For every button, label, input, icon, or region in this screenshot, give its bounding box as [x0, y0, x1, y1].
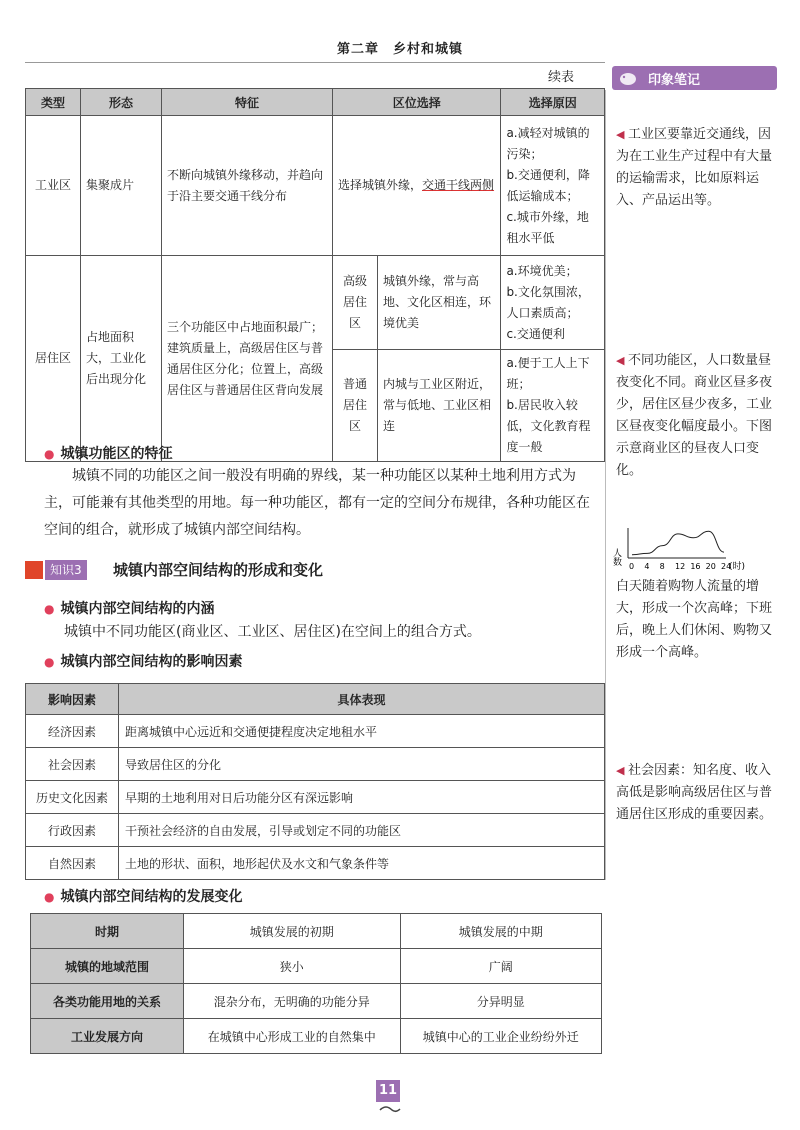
col-header-location: 区位选择 [333, 89, 501, 116]
x-tick-label: 0 [629, 562, 635, 571]
section2-body: 城镇中不同功能区(商业区、工业区、居住区)在空间上的组合方式。 [64, 624, 481, 640]
factors-table [25, 683, 605, 880]
industrial-location-a: 选择城镇外缘， [338, 178, 423, 192]
table-row [31, 949, 602, 984]
industrial-feature: 不断向城镇外缘移动，并趋向于沿主要交通干线分布 [162, 116, 333, 256]
col-header-type: 类型 [26, 89, 81, 116]
table-row [31, 1019, 602, 1054]
book-icon [25, 561, 43, 579]
high-residential-reasons [501, 256, 605, 350]
section3-title: 城镇内部空间结构的影响因素 [60, 654, 243, 670]
triangle-icon: ◀ [616, 354, 628, 367]
col-header-period: 时期 [31, 914, 184, 949]
factor-cell: 历史文化因素 [26, 781, 119, 814]
knowledge-label: 知识3 [45, 560, 87, 580]
normal-reason-b: b.居民收入较低，文化教育程度一般 [506, 398, 591, 454]
industrial-type: 工业区 [26, 116, 81, 256]
table-row [26, 715, 605, 748]
x-tick-label: 12 [675, 562, 686, 571]
industrial-reason-c: c.城市外缘，地租水平低 [506, 209, 589, 245]
factor-cell: 社会因素 [26, 748, 119, 781]
x-tick-label: 24 [721, 562, 732, 571]
section-heading-factors [44, 651, 242, 671]
row-label: 工业发展方向 [31, 1019, 184, 1054]
sidebar-note-4-text: 社会因素：知名度、收入高低是影响高级居住区与普通居住区形成的重要因素。 [616, 763, 773, 822]
mid-cell: 广阔 [400, 949, 601, 984]
sidebar-note-2 [616, 350, 776, 482]
mid-cell: 城镇中心的工业企业纷纷外迁 [400, 1019, 601, 1054]
col-header-mid: 城镇发展的中期 [400, 914, 601, 949]
factor-cell: 行政因素 [26, 814, 119, 847]
industrial-reason-a: a.减轻对城镇的污染； [506, 125, 590, 161]
table-row [26, 847, 605, 880]
sidebar-note-1-text: 工业区要靠近交通线，因为在工业生产过程中有大量的运输需求，比如原料运入、产品运出等。 [616, 127, 773, 208]
x-tick-label: 4 [644, 562, 650, 571]
section2-title: 城镇内部空间结构的内涵 [60, 601, 215, 617]
knowledge-heading [25, 559, 360, 581]
detail-cell: 距离城镇中心远近和交通便捷程度决定地租水平 [119, 715, 605, 748]
mid-cell: 分异明显 [400, 984, 601, 1019]
residential-feature: 三个功能区中占地面积最广；建筑质量上，高级居住区与普通居住区分化；位置上，高级居住区与普通居住区背向发展 [162, 256, 333, 462]
bullet-icon: ● [44, 447, 55, 461]
early-cell: 混杂分布，无明确的功能分异 [184, 984, 401, 1019]
factor-cell: 自然因素 [26, 847, 119, 880]
elephant-icon [618, 68, 638, 88]
development-table [30, 913, 602, 1054]
sidebar-note-1 [616, 124, 776, 212]
section-heading-features [44, 443, 172, 463]
factor-cell: 经济因素 [26, 715, 119, 748]
section1-body: 城镇不同的功能区之间一般没有明确的界线，某一种功能区以某种土地利用方式为主，可能兼有其他类型的用地。每一种功能区，都有一定的空间分布规律，各种功能区在空间的组合，就形成了城镇内部空间结构。 [44, 468, 590, 538]
section-heading-meaning [44, 598, 214, 618]
function-zone-table [25, 88, 605, 462]
high-residential-label: 高级居住区 [333, 256, 378, 350]
high-reason-b: b.文化氛围浓，人口素质高； [506, 284, 590, 320]
industrial-form: 集聚成片 [81, 116, 162, 256]
high-residential-location: 城镇外缘，常与高地、文化区相连，环境优美 [378, 256, 501, 350]
residential-type: 居住区 [26, 256, 81, 462]
header-divider [25, 62, 605, 63]
section4-title: 城镇内部空间结构的发展变化 [60, 889, 243, 905]
bullet-icon: ● [44, 655, 55, 669]
table-row [26, 748, 605, 781]
industrial-reason-b: b.交通便利，降低运输成本； [506, 167, 590, 203]
x-tick-label: 8 [659, 562, 665, 571]
sidebar-note-2-text: 不同功能区，人口数量昼夜变化不同。商业区昼多夜少，居住区昼少夜多，工业区昼夜变化幅度最小。下图示意商业区的昼夜人口变化。 [616, 353, 773, 478]
continued-label: 续表 [548, 70, 575, 85]
population-chart [611, 524, 774, 574]
page-decoration-icon [370, 1102, 410, 1116]
detail-cell: 早期的土地利用对日后功能分区有深远影响 [119, 781, 605, 814]
section-heading-changes [44, 886, 242, 906]
normal-residential-label: 普通居住区 [333, 350, 378, 462]
sidebar-divider [605, 90, 606, 880]
normal-reason-a: a.便于工人上下班； [506, 356, 590, 391]
notes-badge-label: 印象笔记 [648, 73, 701, 88]
bullet-icon: ● [44, 602, 55, 616]
x-tick-label: 16 [690, 562, 701, 571]
knowledge-title: 城镇内部空间结构的形成和变化 [113, 561, 324, 579]
bullet-icon: ● [44, 890, 55, 904]
industrial-location-b: 交通干线两侧 [422, 178, 495, 192]
industrial-location [333, 116, 501, 256]
row-label: 城镇的地域范围 [31, 949, 184, 984]
row-label: 各类功能用地的关系 [31, 984, 184, 1019]
notes-badge [612, 66, 777, 90]
col-header-reason: 选择原因 [501, 89, 605, 116]
x-tick-label: 20 [705, 562, 716, 571]
page-number: 11 [376, 1080, 400, 1102]
detail-cell: 干预社会经济的自由发展，引导或划定不同的功能区 [119, 814, 605, 847]
table-row [31, 984, 602, 1019]
normal-residential-location: 内城与工业区附近，常与低地、工业区相连 [378, 350, 501, 462]
early-cell: 狭小 [184, 949, 401, 984]
y-axis-label: 人数 [611, 548, 621, 566]
sidebar-note-3: 白天随着购物人流量的增大，形成一个次高峰；下班后，晚上人们休闲、购物又形成一个高峰。 [616, 579, 773, 660]
x-axis-unit: (时) [729, 562, 746, 572]
col-header-early: 城镇发展的初期 [184, 914, 401, 949]
col-header-factor: 影响因素 [26, 684, 119, 715]
early-cell: 在城镇中心形成工业的自然集中 [184, 1019, 401, 1054]
industrial-reasons [501, 116, 605, 256]
col-header-feature: 特征 [162, 89, 333, 116]
residential-form: 占地面积大，工业化后出现分化 [81, 256, 162, 462]
col-header-form: 形态 [81, 89, 162, 116]
series-line [632, 531, 724, 554]
detail-cell: 土地的形状、面积，地形起伏及水文和气象条件等 [119, 847, 605, 880]
section1-title: 城镇功能区的特征 [60, 446, 173, 462]
normal-residential-reasons [501, 350, 605, 462]
chapter-title: 第二章 乡村和城镇 [336, 42, 463, 57]
high-reason-c: c.交通便利 [506, 326, 565, 341]
triangle-icon: ◀ [616, 764, 628, 777]
detail-cell: 导致居住区的分化 [119, 748, 605, 781]
col-header-detail: 具体表现 [119, 684, 605, 715]
sidebar-note-4 [616, 760, 776, 826]
table-row [26, 814, 605, 847]
high-reason-a: a.环境优美； [506, 263, 578, 278]
triangle-icon: ◀ [616, 128, 628, 141]
table-row [26, 781, 605, 814]
